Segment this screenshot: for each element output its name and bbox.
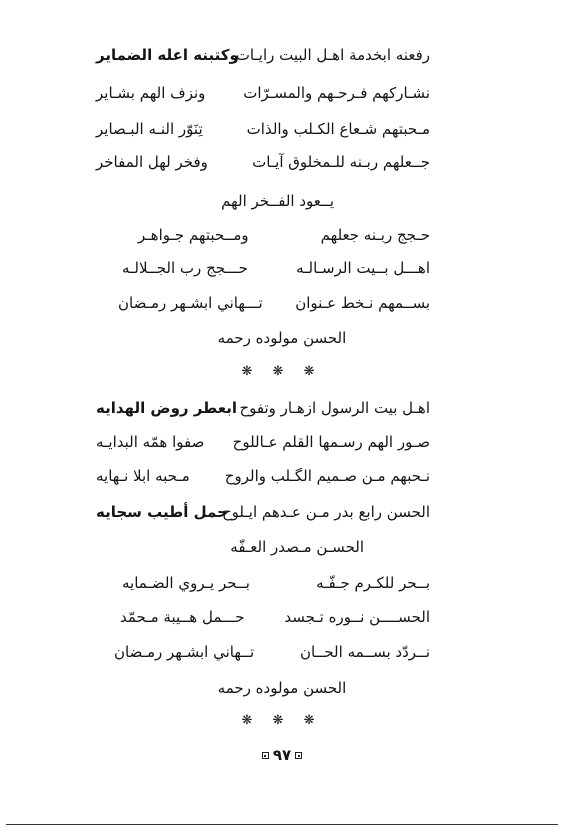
credit: الحسن مولوده رحمه bbox=[217, 329, 347, 347]
verse-left: صفوا همّه البدايـه bbox=[96, 433, 205, 451]
credit: الحسن مولوده رحمه bbox=[217, 679, 347, 697]
verse-right: اهـــل بــيت الرسـالـه bbox=[296, 259, 430, 277]
verse-right: حـجج ربـنه جعلهم bbox=[320, 226, 430, 244]
square-ornament-icon bbox=[295, 752, 302, 759]
verse-right: الحسن رابع بدر مـن عـدهم ايـلوح bbox=[221, 503, 430, 521]
verse-left: حمل أطيب سجايه bbox=[96, 503, 228, 521]
verse-left: ابعطر روض الهدايه bbox=[96, 399, 237, 417]
verse-left: ونزف الهم بشـاير bbox=[96, 84, 206, 102]
separator-stars: ❋ ❋ ❋ bbox=[241, 364, 323, 379]
verse-left: تــهاني ابشـهر رمـضان bbox=[114, 643, 255, 661]
square-ornament-icon bbox=[262, 752, 269, 759]
verse-right: جــعلهم ربـنه للـمخلوق آيـات bbox=[252, 153, 430, 171]
verse-right: الحســــن نــوره تـجسد bbox=[284, 608, 430, 626]
verse-right: اهـل بيت الرسول ازهـار وتفوح bbox=[239, 399, 430, 417]
bottom-rule bbox=[6, 824, 558, 825]
page-number-text: ٩٧ bbox=[272, 746, 292, 764]
verse-right: بســمهم نـخط عـنوان bbox=[295, 294, 430, 312]
verse-left: تِنَوّر النـه البـصاير bbox=[96, 120, 203, 138]
verse-left: وفخر لهل المفاخر bbox=[96, 153, 208, 171]
refrain: يــعود الفــخر الهم bbox=[221, 192, 334, 210]
verse-left: تـــهاني ابشـهر رمـضان bbox=[118, 294, 263, 312]
verse-left: وكتبنه اعله الضماير bbox=[96, 46, 239, 64]
verse-left: حـــجج رب الجــلالـه bbox=[122, 259, 248, 277]
verse-right: بــحر للكـرم جـفّـه bbox=[316, 574, 430, 592]
verse-left: حـــمل هــيبة مـحمّد bbox=[120, 608, 245, 626]
verse-left: مـحبه ابلا نـهايه bbox=[96, 467, 190, 485]
verse-right: مـحبتهم شـعاع الكـلب والذات bbox=[246, 120, 430, 138]
verse-right: نشـاركهم فـرحـهم والمسـرّات bbox=[243, 84, 430, 102]
page-number bbox=[0, 746, 564, 764]
separator-stars: ❋ ❋ ❋ bbox=[241, 713, 323, 728]
verse-left: بــحر يـروي الضـمايه bbox=[122, 574, 250, 592]
refrain: الحسـن مـصدر العـفّه bbox=[230, 538, 364, 556]
verse-right: رفعنه ابخدمة اهـل البيت رايـات bbox=[235, 46, 430, 64]
verse-left: ومــحبتهم جـواهـر bbox=[138, 226, 249, 244]
verse-right: نــردّد بســمه الحــان bbox=[300, 643, 430, 661]
verse-right: نـحبهم مـن صـميم الگـلب والروح bbox=[224, 467, 430, 485]
verse-right: صـور الهم رسـمها القلم عـاللوح bbox=[232, 433, 430, 451]
